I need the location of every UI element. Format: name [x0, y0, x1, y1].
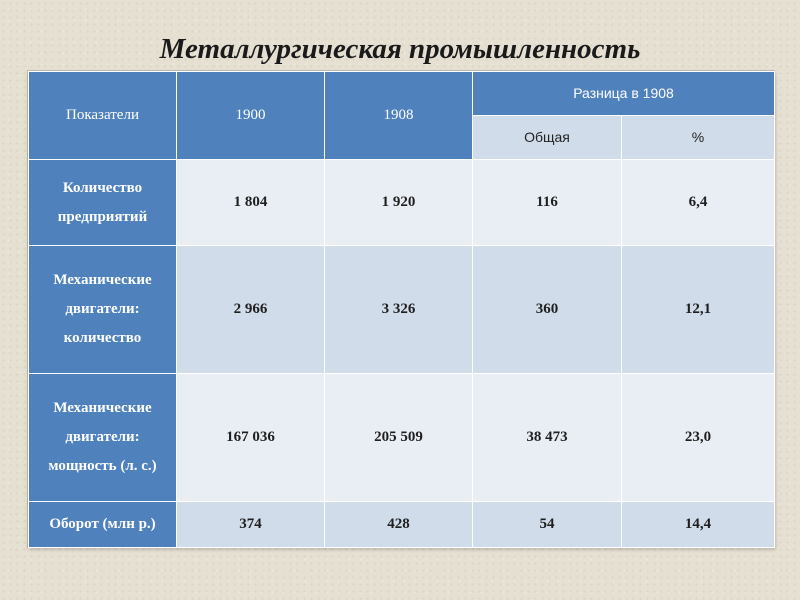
header-row-1	[29, 72, 775, 116]
header-difference-total: Общая	[473, 116, 622, 160]
row-label-line: Механические	[53, 272, 152, 288]
cell-difference-total: 360	[473, 246, 622, 374]
header-year-1900: 1900	[177, 72, 325, 160]
cell-difference-total: 54	[473, 502, 622, 548]
cell-difference-percent: 6,4	[622, 160, 775, 246]
row-label	[29, 374, 177, 502]
cell-difference-total: 116	[473, 160, 622, 246]
row-label-line: двигатели:	[65, 301, 140, 317]
cell-1908: 205 509	[325, 374, 473, 502]
header-difference-percent: %	[622, 116, 775, 160]
cell-difference-total: 38 473	[473, 374, 622, 502]
row-label-line: количество	[63, 330, 142, 346]
cell-1900: 167 036	[177, 374, 325, 502]
header-indicator: Показатели	[29, 72, 177, 160]
page-title: Металлургическая промышленность	[159, 33, 641, 65]
row-label	[29, 160, 177, 246]
row-label-line: предприятий	[57, 208, 148, 225]
cell-1900: 374	[177, 502, 325, 548]
row-label-line: Количество	[62, 179, 143, 196]
row-label	[29, 502, 177, 548]
row-label-line: Оборот (млн р.)	[49, 516, 156, 532]
table-row	[29, 502, 775, 548]
cell-1908: 428	[325, 502, 473, 548]
cell-difference-percent: 12,1	[622, 246, 775, 374]
cell-difference-percent: 14,4	[622, 502, 775, 548]
table-row	[29, 374, 775, 502]
header-difference-group: Разница в 1908	[473, 72, 775, 116]
header-year-1908: 1908	[325, 72, 473, 160]
data-table-container	[28, 71, 774, 547]
data-table	[28, 71, 775, 548]
cell-difference-percent: 23,0	[622, 374, 775, 502]
row-label-line: мощность (л. с.)	[48, 458, 157, 474]
table-row	[29, 246, 775, 374]
row-label-line: двигатели:	[65, 429, 140, 445]
cell-1908: 1 920	[325, 160, 473, 246]
row-label	[29, 246, 177, 374]
cell-1908: 3 326	[325, 246, 473, 374]
table-row	[29, 160, 775, 246]
cell-1900: 1 804	[177, 160, 325, 246]
row-label-line: Механические	[53, 400, 152, 416]
cell-1900: 2 966	[177, 246, 325, 374]
